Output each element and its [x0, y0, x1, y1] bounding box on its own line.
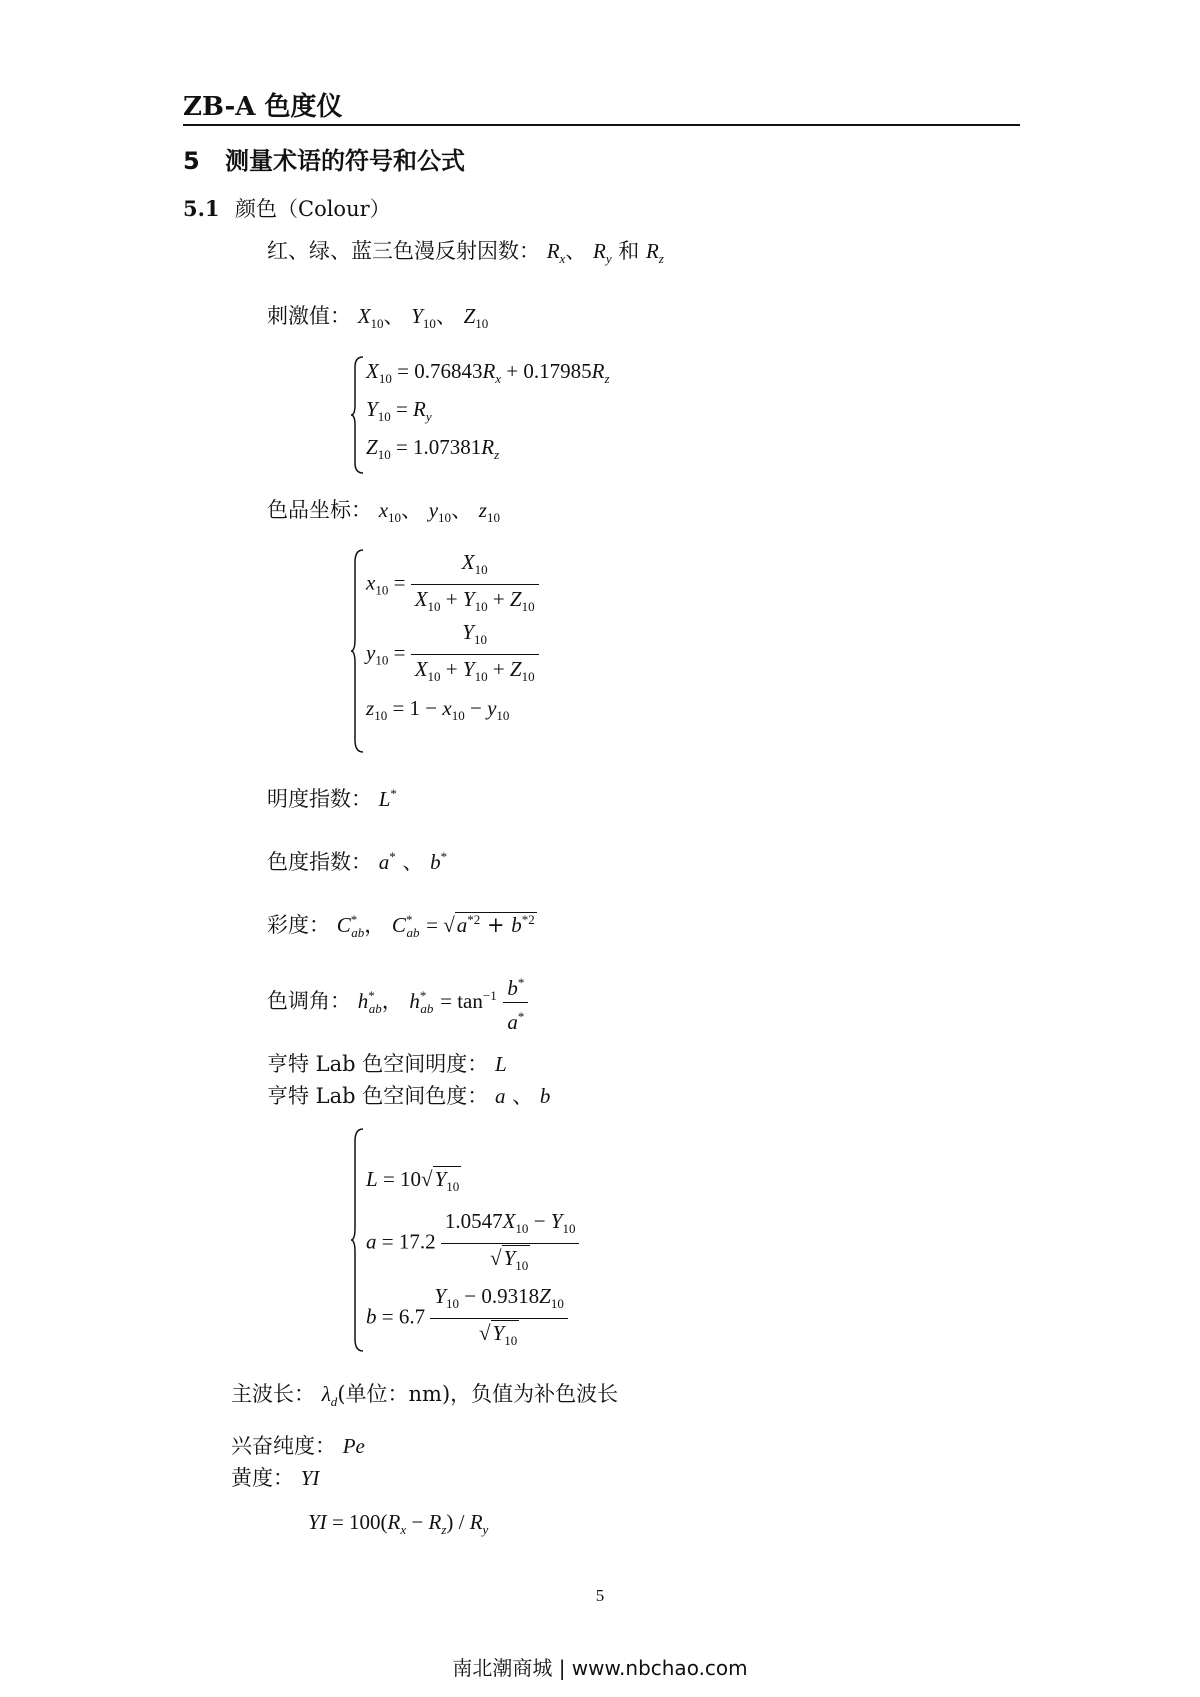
yellowness-symbol: YI	[300, 1466, 320, 1490]
section-title: 测量术语的符号和公式	[225, 147, 465, 175]
sqrt-expression: $√a^{*2} + b^{*2}$	[443, 912, 535, 937]
footer-watermark: 南北潮商城 | www.nbchao.com	[452, 1656, 748, 1680]
section-heading	[183, 141, 465, 176]
yellowness-line	[231, 1464, 319, 1492]
reflectance-line: 红、绿、蓝三色漫反射因数： $R_x$、 $R_y$ 和 $R_z$	[267, 239, 664, 267]
hue-line: 色调角： $h^*_{ab}$， $h^*_{ab} = \tan^{-1}$ $\frac{b^*}{a^*}$	[267, 966, 528, 1039]
x10-chromaticity-equation: $x_{10}$ = $\frac{X_{10}}{X_{10} + Y_{10} + Z_{10}}$	[366, 548, 539, 621]
lightness-label: 明度指数：	[267, 787, 372, 811]
reflectance-label: 红、绿、蓝三色漫反射因数：	[267, 239, 540, 263]
y10-equation: $Y_{10} = R_y$	[366, 397, 432, 425]
x10-equation: $X_{10} = 0.76843R_x + 0.17985R_z$	[366, 359, 610, 387]
hunter-b-equation: b = 6.7 $\frac{Y_{10} - 0.9318Z_{10}}{√Y_{10}}$	[366, 1282, 568, 1355]
subsection-heading	[183, 193, 391, 223]
hunter-l-line: 亨特 Lab 色空间明度： L	[267, 1052, 507, 1076]
hue-label: 色调角：	[267, 989, 351, 1013]
chroma-line: 彩度： $C^*_{ab}$， $C^*_{ab} = √a^{*2} + b^{*2}$	[267, 906, 537, 947]
purity-symbol: Pe	[342, 1434, 365, 1458]
subsection-title: 颜色（Colour）	[235, 197, 391, 221]
chromaticity-label: 色品坐标：	[267, 498, 372, 522]
yellowness-label: 黄度：	[231, 1466, 294, 1490]
rz-symbol: $R_z$	[645, 239, 664, 267]
chromaticity-equation-system	[350, 548, 650, 754]
left-brace-icon	[350, 1127, 366, 1353]
chroma-index-label: 色度指数：	[267, 850, 372, 874]
document-header-title: ZB-A 色度仪	[183, 92, 343, 122]
z10-equation: $Z_{10} = 1.07381R_z$	[366, 435, 500, 463]
wavelength-label: 主波长：	[231, 1382, 315, 1406]
z10-chromaticity-equation: $z_{10} = 1 - x_{10} - y_{10}$	[366, 696, 510, 724]
hunter-l-label: 亨特 Lab 色空间明度：	[267, 1052, 489, 1076]
stimulus-equation-system	[350, 355, 670, 475]
purity-line	[231, 1432, 365, 1460]
stimulus-line: 刺激值： $X_{10}$、 $Y_{10}$、 $Z_{10}$	[267, 304, 489, 332]
stimulus-label: 刺激值：	[267, 304, 351, 328]
section-number: 5	[183, 147, 200, 175]
hunter-lab-equation-system	[350, 1127, 670, 1353]
wavelength-line: 主波长： $\lambda_d$(单位：nm)，负值为补色波长	[231, 1382, 619, 1410]
chroma-label: 彩度：	[267, 913, 330, 937]
wavelength-text: (单位：nm)，负值为补色波长	[337, 1382, 619, 1406]
chromaticity-line: 色品坐标： $x_{10}$、 $y_{10}$、 $z_{10}$	[267, 498, 500, 526]
hunter-l-equation: $L = 10√Y_{10}$	[366, 1167, 460, 1195]
rx-symbol: $R_x$	[546, 239, 566, 267]
left-brace-icon	[350, 548, 366, 754]
lightness-line: 明度指数： L*	[267, 786, 397, 811]
chroma-index-line: 色度指数： a* 、 b*	[267, 849, 448, 874]
left-brace-icon	[350, 355, 366, 475]
hunter-ab-label: 亨特 Lab 色空间色度：	[267, 1084, 489, 1108]
page-number: 5	[595, 1586, 605, 1605]
y10-chromaticity-equation: $y_{10}$ = $\frac{Y_{10}}{X_{10} + Y_{10} + Z_{10}}$	[366, 618, 539, 691]
subsection-number: 5.1	[183, 196, 220, 221]
hunter-ab-line: 亨特 Lab 色空间色度： a 、 b	[267, 1084, 551, 1108]
ry-symbol: $R_y$	[592, 239, 612, 267]
header-rule	[183, 124, 1020, 126]
yellowness-equation: YI = $100(R_x - R_z) / R_y$	[308, 1510, 489, 1538]
hunter-a-equation: a = 17.2 $\frac{1.0547X_{10} - Y_{10}}{√Y_{10}}$	[366, 1207, 579, 1280]
purity-label: 兴奋纯度：	[231, 1434, 336, 1458]
